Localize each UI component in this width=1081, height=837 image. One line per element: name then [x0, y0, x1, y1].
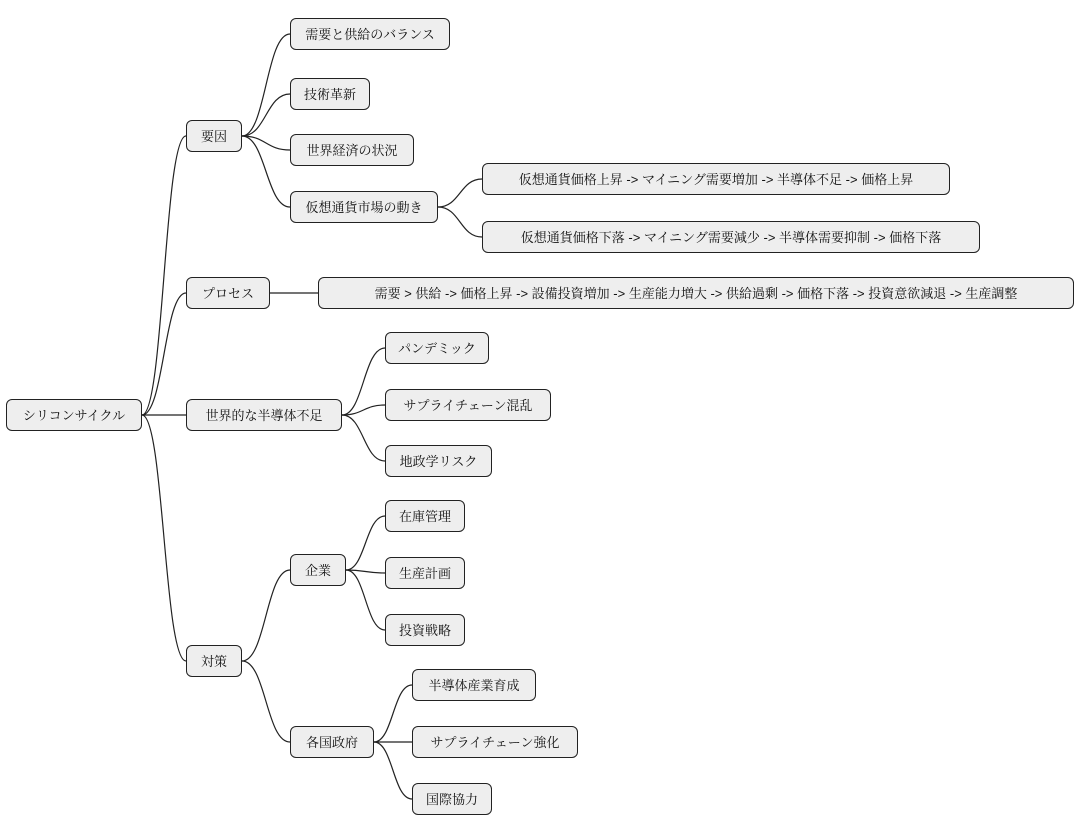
node-g1[interactable]: 半導体産業育成 — [412, 669, 536, 701]
node-g3[interactable]: 国際協力 — [412, 783, 492, 815]
node-c3[interactable]: 投資戦略 — [385, 614, 465, 646]
node-g2[interactable]: サプライチェーン強化 — [412, 726, 578, 758]
edge-measures-to-gov — [242, 661, 290, 742]
edge-corp-to-c1 — [346, 516, 385, 570]
edge-root-to-process — [142, 293, 186, 415]
edge-root-to-measures — [142, 415, 186, 661]
node-c2[interactable]: 生産計画 — [385, 557, 465, 589]
node-s1[interactable]: パンデミック — [385, 332, 489, 364]
node-f4a[interactable]: 仮想通貨価格上昇 -> マイニング需要増加 -> 半導体不足 -> 価格上昇 — [482, 163, 950, 195]
node-c1[interactable]: 在庫管理 — [385, 500, 465, 532]
edge-factors-to-f4 — [242, 136, 290, 207]
node-corp[interactable]: 企業 — [290, 554, 346, 586]
edge-factors-to-f1 — [242, 34, 290, 136]
node-s2[interactable]: サプライチェーン混乱 — [385, 389, 551, 421]
edge-measures-to-corp — [242, 570, 290, 661]
edge-gov-to-g3 — [374, 742, 412, 799]
edge-corp-to-c3 — [346, 570, 385, 630]
node-process[interactable]: プロセス — [186, 277, 270, 309]
edge-factors-to-f2 — [242, 94, 290, 136]
edge-factors-to-f3 — [242, 136, 290, 150]
node-root[interactable]: シリコンサイクル — [6, 399, 142, 431]
edge-corp-to-c2 — [346, 570, 385, 573]
node-f2[interactable]: 技術革新 — [290, 78, 370, 110]
node-p1[interactable]: 需要 > 供給 -> 価格上昇 -> 設備投資増加 -> 生産能力増大 -> 供給過剰 -> 価格下落 -> 投資意欲減退 -> 生産調整 — [318, 277, 1074, 309]
node-s3[interactable]: 地政学リスク — [385, 445, 492, 477]
node-f4[interactable]: 仮想通貨市場の動き — [290, 191, 438, 223]
node-factors[interactable]: 要因 — [186, 120, 242, 152]
edge-f4-to-f4a — [438, 179, 482, 207]
node-shortage[interactable]: 世界的な半導体不足 — [186, 399, 342, 431]
edge-shortage-to-s1 — [342, 348, 385, 415]
node-f3[interactable]: 世界経済の状況 — [290, 134, 414, 166]
node-measures[interactable]: 対策 — [186, 645, 242, 677]
edge-shortage-to-s2 — [342, 405, 385, 415]
node-f4b[interactable]: 仮想通貨価格下落 -> マイニング需要減少 -> 半導体需要抑制 -> 価格下落 — [482, 221, 980, 253]
edge-gov-to-g1 — [374, 685, 412, 742]
edge-f4-to-f4b — [438, 207, 482, 237]
edge-shortage-to-s3 — [342, 415, 385, 461]
node-gov[interactable]: 各国政府 — [290, 726, 374, 758]
node-f1[interactable]: 需要と供給のバランス — [290, 18, 450, 50]
edge-root-to-factors — [142, 136, 186, 415]
